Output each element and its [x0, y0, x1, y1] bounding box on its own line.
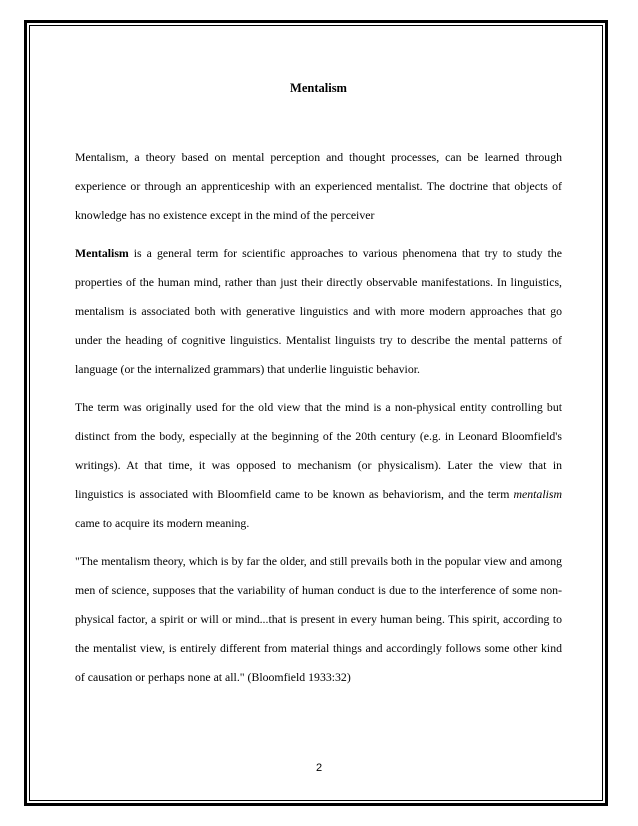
- paragraph-text: The term was originally used for the old view that the mind is a non-physical entity controlling but distinct from the body, especially at the beginning of the 20th century (e.g. in Leonard Bloomfield's writings). At that time, it was opposed to mechanism (or physicalism). Later the view that in linguistics is associated with Bloomfield came to be known as behaviorism, and the term: [75, 400, 562, 501]
- italic-term: mentalism: [513, 487, 562, 501]
- bold-term: Mentalism: [75, 246, 129, 260]
- paragraph-definition: Mentalism, a theory based on mental perception and thought processes, can be learned through experience or through an apprenticeship with an experienced mentalist. The doctrine that objects of knowledge has no existence except in the mind of the perceiver: [75, 150, 562, 222]
- paragraph-history: [75, 393, 562, 538]
- paragraph-quote: "The mentalism theory, which is by far the older, and still prevails both in the popular view and among men of science, supposes that the variability of human conduct is due to the interference of some non-physical factor, a spirit or will or mind...that is present in every human being. This spirit, according to the mentalist view, is entirely different from material things and accordingly follows some other kind of causation or perhaps none at all." (Bloomfield 1933:32): [75, 554, 562, 684]
- paragraph-text: is a general term for scientific approaches to various phenomena that try to study the properties of the human mind, rather than just their directly observable manifestations. In linguistics, mentalism is associated both with generative linguistics and with more modern approaches that go under the heading of cognitive linguistics. Mentalist linguists try to describe the mental patterns of language (or the internalized grammars) that underlie linguistic behavior.: [75, 246, 562, 376]
- document-title: Mentalism: [290, 81, 347, 95]
- page-number: 2: [315, 762, 323, 774]
- paragraph-text: came to acquire its modern meaning.: [75, 516, 250, 530]
- paragraph-general-term: [75, 239, 562, 384]
- document-body: [75, 79, 562, 707]
